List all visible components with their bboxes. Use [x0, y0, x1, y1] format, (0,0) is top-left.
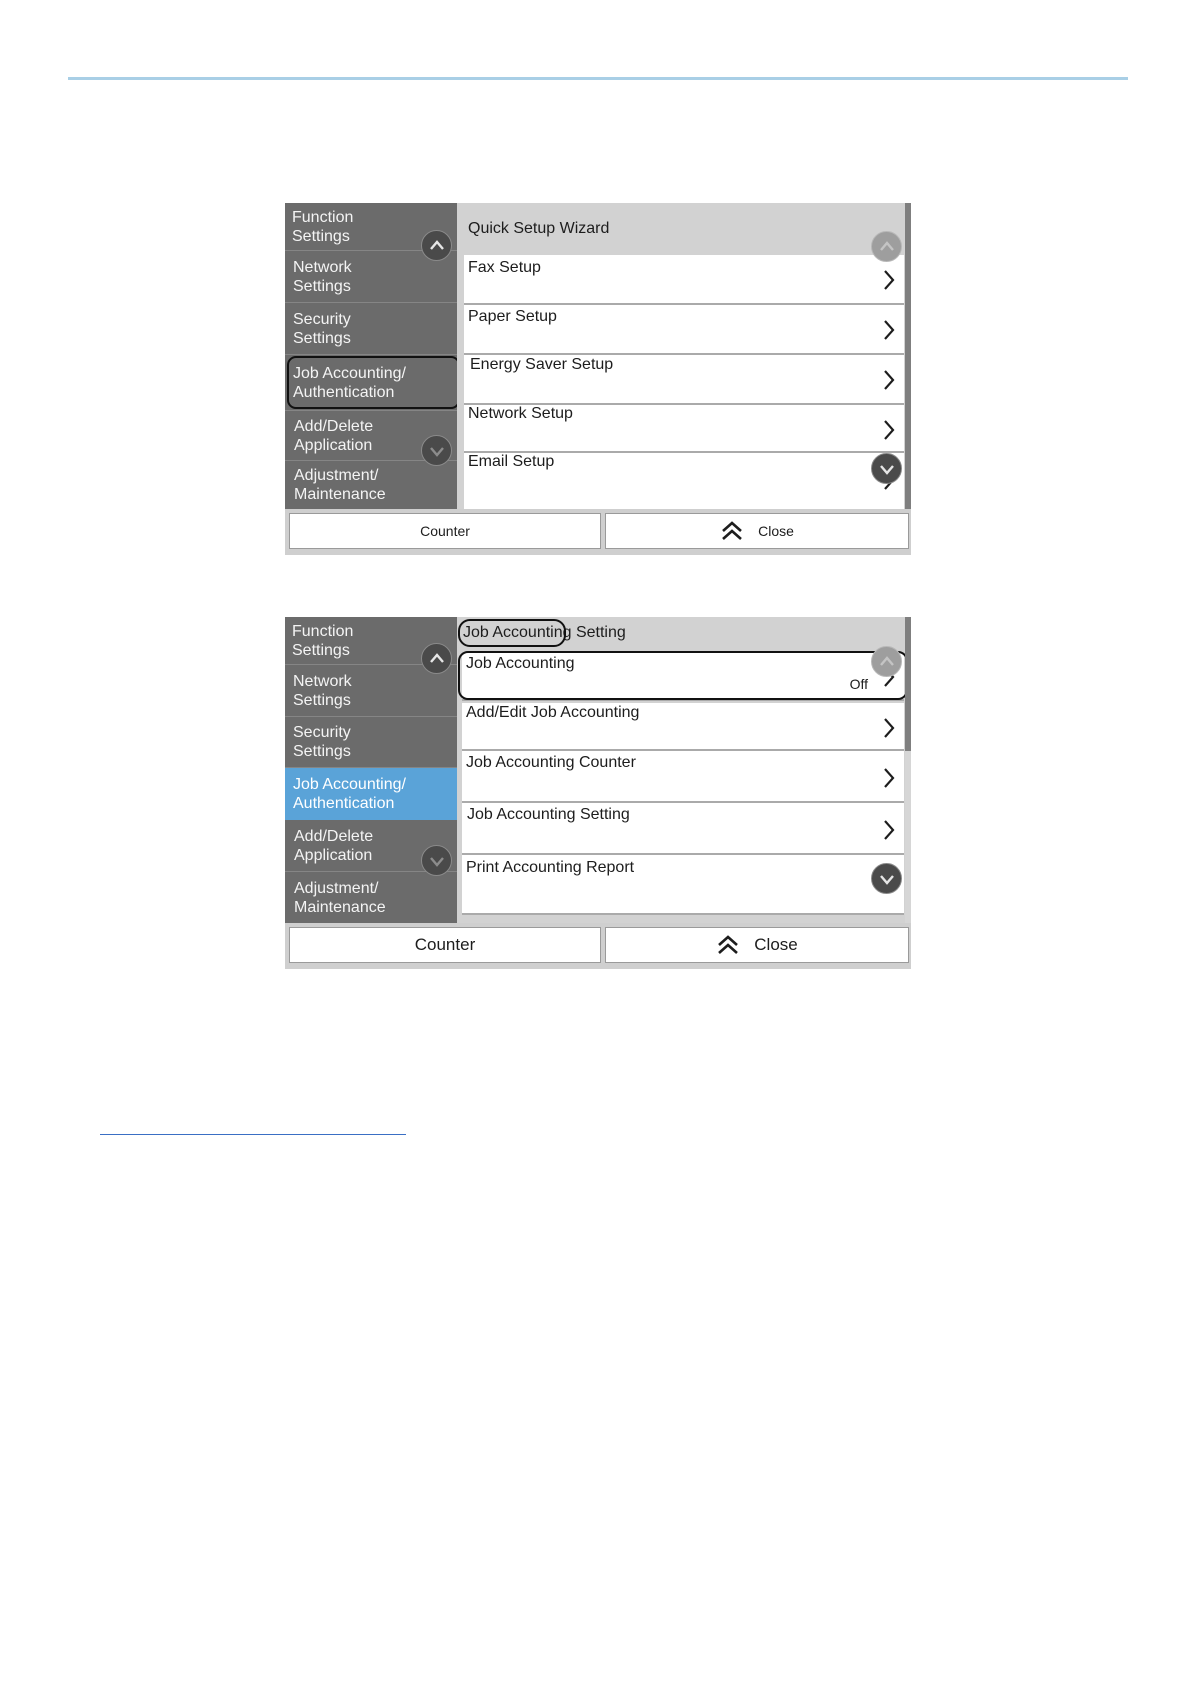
- sidebar-item-adjustment-maintenance[interactable]: [285, 872, 457, 923]
- list-item-paper-setup[interactable]: [464, 305, 904, 355]
- close-button-label: Close: [754, 935, 798, 954]
- chevron-up-icon: [428, 237, 446, 255]
- page-title: Job Accounting Setting: [463, 624, 626, 641]
- sidebar-item-label: Job Accounting/: [293, 776, 406, 793]
- sidebar-item-label: Add/Delete: [294, 827, 374, 845]
- sidebar-item-label: Network: [293, 258, 352, 276]
- list-item-label: Job Accounting: [466, 655, 575, 672]
- close-button[interactable]: [605, 927, 909, 963]
- sidebar-item-label: Application: [294, 846, 373, 864]
- sidebar-item-label: Application: [294, 436, 373, 454]
- chevron-up-icon: [878, 653, 896, 671]
- chevron-right-icon: [882, 419, 896, 441]
- scroll-thumb[interactable]: [905, 203, 911, 509]
- chevron-down-icon: [878, 460, 896, 478]
- scrollbar[interactable]: [905, 617, 911, 923]
- list-item-label: Energy Saver Setup: [470, 356, 614, 373]
- sidebar-item-label: Function: [292, 208, 354, 226]
- close-button-label: Close: [758, 523, 794, 539]
- chevron-right-icon: [882, 717, 896, 739]
- sidebar-scroll-up-button[interactable]: [421, 643, 452, 674]
- sidebar-item-label: Maintenance: [294, 898, 386, 916]
- sidebar-item-label: Adjustment/: [294, 467, 379, 484]
- list-item-job-accounting-setting[interactable]: [462, 803, 904, 855]
- list-item-label: Print Accounting Report: [466, 859, 635, 876]
- sidebar-scroll-down-button[interactable]: [421, 435, 452, 466]
- list-item-label: Network Setup: [468, 405, 573, 422]
- page-title: Quick Setup Wizard: [468, 220, 610, 237]
- chevron-right-icon: [882, 819, 896, 841]
- counter-button[interactable]: [289, 513, 601, 549]
- sidebar-item-label: Network: [293, 672, 352, 690]
- sidebar-item-label: Security: [293, 310, 351, 328]
- job-accounting-value: Off: [849, 676, 868, 692]
- sidebar-item-label: Authentication: [293, 383, 395, 401]
- sidebar: [285, 617, 457, 923]
- sidebar-item-security-settings[interactable]: [285, 717, 457, 768]
- chevron-right-icon: [882, 269, 896, 291]
- footer-bar: [285, 509, 911, 555]
- list-item-label: Job Accounting Setting: [467, 806, 630, 823]
- list-item-email-setup[interactable]: [464, 453, 904, 509]
- sidebar-item-label: Authentication: [293, 795, 395, 812]
- chevron-down-icon: [428, 442, 446, 460]
- chevron-right-icon: [882, 767, 896, 789]
- sidebar-item-label: Function: [292, 622, 354, 640]
- scroll-thumb[interactable]: [905, 617, 911, 751]
- counter-button-label: Counter: [420, 523, 470, 539]
- double-chevron-up-icon: [716, 934, 740, 956]
- sidebar-item-label: Add/Delete: [294, 417, 374, 435]
- sidebar-item-security-settings[interactable]: [285, 303, 457, 355]
- settings-screen-quick-setup: [285, 203, 911, 555]
- sidebar-item-job-accounting-authentication[interactable]: [285, 355, 457, 411]
- counter-button-label: Counter: [414, 935, 476, 954]
- list-item-label: Fax Setup: [468, 259, 541, 276]
- list-scroll-down-button[interactable]: [871, 453, 902, 484]
- footer-bar: [285, 923, 911, 969]
- chevron-right-icon: [882, 319, 896, 341]
- sidebar-item-label: Job Accounting/: [293, 364, 406, 382]
- chevron-up-icon: [878, 238, 896, 256]
- sidebar-item-label: Settings: [293, 277, 351, 295]
- list-item-add-edit-job-accounting[interactable]: [462, 703, 904, 751]
- chevron-right-icon: [882, 369, 896, 391]
- title-highlight: [458, 619, 566, 647]
- sidebar-item-label: Maintenance: [294, 486, 386, 503]
- list-item-job-accounting-counter[interactable]: [462, 751, 904, 803]
- list-item-label: Email Setup: [468, 453, 555, 470]
- sidebar-item-label: Settings: [292, 641, 350, 659]
- list-item-job-accounting[interactable]: [462, 653, 904, 701]
- list-scroll-up-button[interactable]: [871, 231, 902, 262]
- sidebar-item-adjustment-maintenance[interactable]: [285, 461, 457, 509]
- list-item-energy-saver-setup[interactable]: [464, 355, 904, 405]
- sidebar: [285, 203, 457, 509]
- close-button[interactable]: [605, 513, 909, 549]
- top-divider: [68, 77, 1128, 80]
- list-item-print-accounting-report[interactable]: [462, 855, 904, 915]
- list-scroll-down-button[interactable]: [871, 863, 902, 894]
- sidebar-item-label: Adjustment/: [294, 879, 379, 897]
- list-item-label: Job Accounting Counter: [466, 754, 636, 771]
- sidebar-scroll-up-button[interactable]: [421, 230, 452, 261]
- counter-button[interactable]: [289, 927, 601, 963]
- scrollbar[interactable]: [905, 203, 911, 509]
- sidebar-item-job-accounting-authentication[interactable]: [285, 768, 457, 820]
- footnote-divider: [100, 1134, 406, 1135]
- settings-screen-job-accounting: [285, 617, 911, 969]
- list-item-fax-setup[interactable]: [464, 255, 904, 305]
- sidebar-item-label: Settings: [293, 329, 351, 347]
- sidebar-item-label: Settings: [292, 227, 350, 245]
- chevron-down-icon: [428, 852, 446, 870]
- double-chevron-up-icon: [720, 520, 744, 542]
- chevron-up-icon: [428, 650, 446, 668]
- list-scroll-up-button[interactable]: [871, 646, 902, 677]
- sidebar-item-label: Security: [293, 724, 351, 741]
- settings-list: [457, 203, 911, 509]
- list-item-network-setup[interactable]: [464, 405, 904, 453]
- sidebar-scroll-down-button[interactable]: [421, 845, 452, 876]
- chevron-down-icon: [878, 870, 896, 888]
- list-item-label: Add/Edit Job Accounting: [466, 704, 640, 721]
- sidebar-item-label: Settings: [293, 743, 351, 760]
- sidebar-item-label: Settings: [293, 691, 351, 709]
- settings-list: [457, 617, 911, 923]
- list-item-label: Paper Setup: [468, 308, 557, 325]
